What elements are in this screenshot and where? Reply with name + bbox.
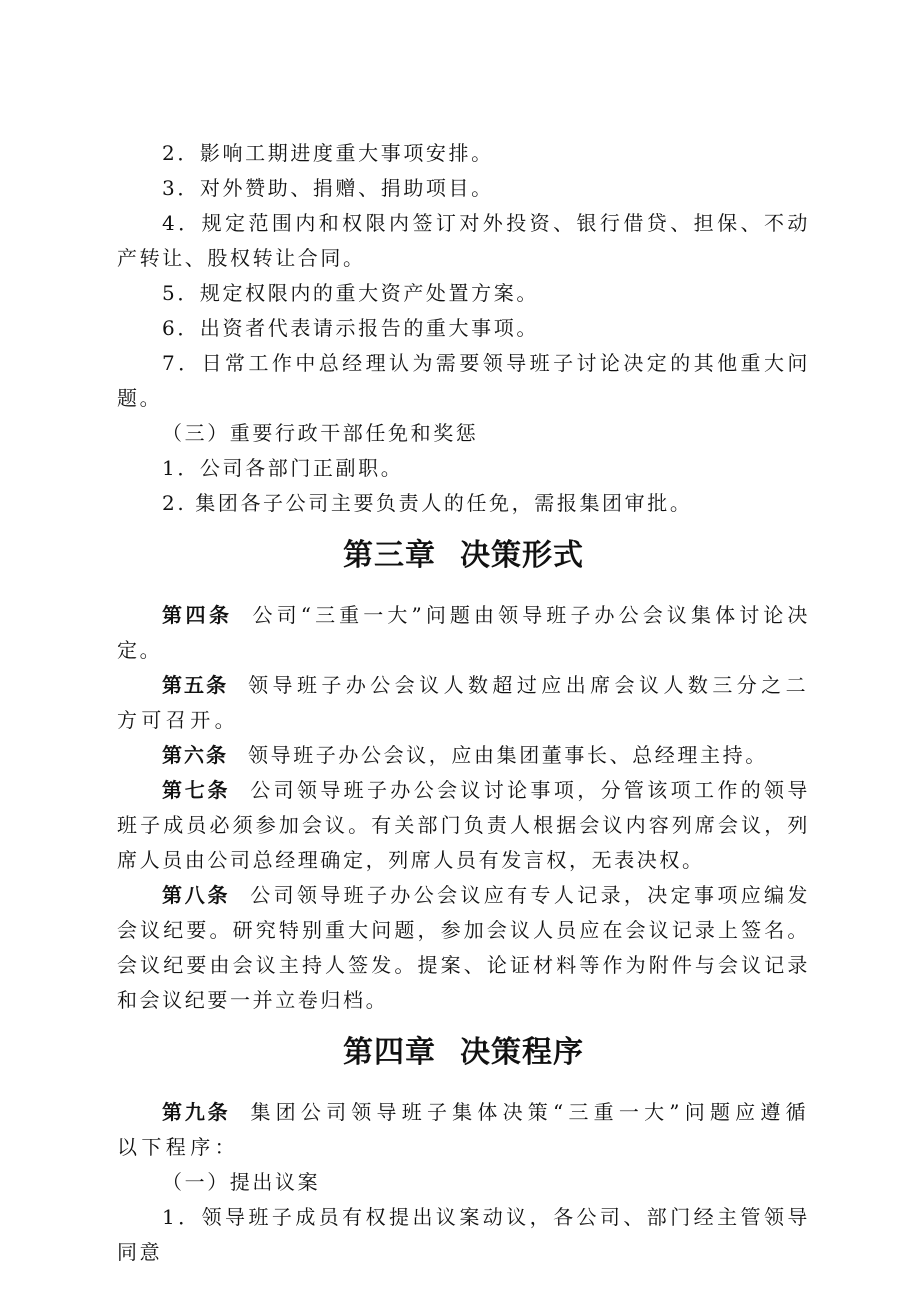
article-label: 第八条 xyxy=(162,883,231,907)
article-text: 公司领导班子办公会议讨论事项，分管该项工作的领导班子成员必须参加会议。有关部门负责人根据会议内容列席会议，列席人员由公司总经理确定，列席人员有发言权，无表决权。 xyxy=(117,778,810,872)
list-item: 2．影响工期进度重大事项安排。 xyxy=(162,141,494,165)
article xyxy=(117,738,810,773)
list-item: 5．规定权限内的重大资产处置方案。 xyxy=(162,281,539,305)
article-text: 领导班子办公会议人数超过应出席会议人数三分之二方可召开。 xyxy=(117,673,811,732)
article xyxy=(117,668,810,738)
article-label: 第六条 xyxy=(162,743,228,767)
article-text: 集团公司领导班子集体决策“三重一大”问题应遵循以下程序： xyxy=(117,1100,811,1159)
chapter-heading xyxy=(117,521,810,598)
article-label: 第九条 xyxy=(162,1100,231,1124)
list-item: 1．领导班子成员有权提出议案动议，各公司、部门经主管领导同意 xyxy=(117,1205,810,1264)
subsection-heading: （三）重要行政干部任免和奖惩 xyxy=(162,421,479,445)
list-item: 3．对外赞助、捐赠、捐助项目。 xyxy=(162,176,494,200)
article xyxy=(117,1095,810,1165)
article-text: 领导班子办公会议，应由集团董事长、总经理主持。 xyxy=(248,743,768,767)
chapter-label: 第三章 xyxy=(343,538,436,573)
article-label: 第五条 xyxy=(162,673,229,697)
list-item: 7．日常工作中总经理认为需要领导班子讨论决定的其他重大问题。 xyxy=(117,351,810,410)
article xyxy=(117,773,810,878)
list-item: 1．公司各部门正副职。 xyxy=(162,456,404,480)
article xyxy=(117,598,810,668)
list-item: 2. 集团各子公司主要负责人的任免，需报集团审批。 xyxy=(162,491,693,515)
article-text: 公司“三重一大”问题由领导班子办公会议集体讨论决定。 xyxy=(117,603,811,662)
article-label: 第七条 xyxy=(162,778,231,802)
article-text: 公司领导班子办公会议应有专人记录，决定事项应编发会议纪要。研究特别重大问题，参加会议人员应在会议记录上签名。会议纪要由会议主持人签发。提案、论证材料等作为附件与会议记录和会议纪要一并立卷归档。 xyxy=(117,883,810,1012)
chapter-label: 第四章 xyxy=(343,1035,436,1070)
chapter-title: 决策程序 xyxy=(460,1035,584,1070)
list-item: 6．出资者代表请示报告的重大事项。 xyxy=(162,316,539,340)
chapter-heading xyxy=(117,1018,810,1095)
chapter-title: 决策形式 xyxy=(460,538,584,573)
article xyxy=(117,878,810,1018)
subsection-heading: （一）提出议案 xyxy=(162,1170,321,1194)
list-item: 4．规定范围内和权限内签订对外投资、银行借贷、担保、不动产转让、股权转让合同。 xyxy=(117,211,810,270)
article-label: 第四条 xyxy=(162,603,233,627)
